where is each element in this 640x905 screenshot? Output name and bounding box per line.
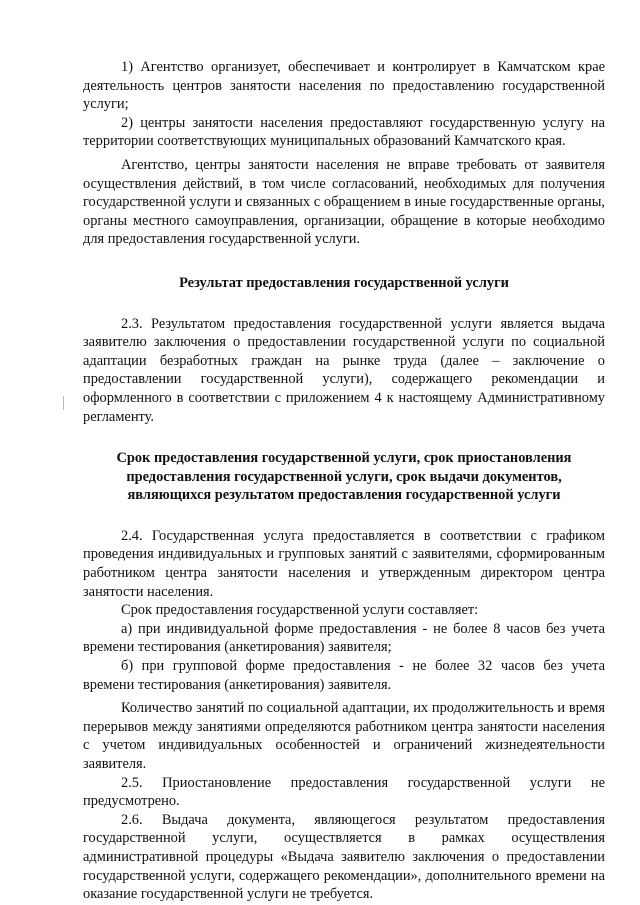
list-item-agency-role: 1) Агентство организует, обеспечивает и контролирует в Камчатском крае деятельность центров занятости населения по предоставлению государственной услуги;: [83, 59, 605, 113]
list-item-individual-form: а) при индивидуальной форме предоставления - не более 8 часов без учета времени тестирования (анкетирования) заявителя;: [83, 620, 605, 656]
section-heading-term: Срок предоставления государственной услуги, срок приостановления предоставления государственной услуги, срок выдачи документов, являющихся результатом предоставления государственной услуги: [116, 450, 572, 504]
paragraph-2-4: 2.4. Государственная услуга предоставляется в соответствии с графиком проведения индивидуальных и групповых занятий с заявителями, сформированным работником центра занятости населения и утвержденным директором центра занятости населения.: [83, 527, 605, 600]
list-item-group-form: б) при групповой форме предоставления - не более 32 часов без учета времени тестирования (анкетирования) заявителя.: [83, 658, 605, 693]
paragraph-2-6: 2.6. Выдача документа, являющегося результатом предоставления государственной услуги, осуществляется в рамках осуществления административной процедуры «Выдача заявителю заключения о предоставлении государственной услуги, содержащего рекомендации», дополнительного времени на оказание государственной услуги не требуется.: [83, 811, 605, 903]
list-item-employment-centers-role: 2) центры занятости населения предоставляют государственную услугу на территории соответствующих муниципальных образований Камчатского края.: [83, 114, 605, 150]
document-page: [83, 58, 605, 904]
paragraph-term-intro: Срок предоставления государственной услуги составляет:: [121, 602, 479, 619]
scan-artifact: [63, 396, 64, 410]
section-heading-result: Результат предоставления государственной услуги: [179, 274, 509, 291]
paragraph-restrictions: Агентство, центры занятости населения не вправе требовать от заявителя осуществления действий, в том числе согласований, необходимых для получения государственной услуги и связанных с обращением в иные государственные органы, органы местного самоуправления, организации, обращение в которые необходимо для предоставления государственной услуги.: [83, 156, 605, 248]
paragraph-sessions: Количество занятий по социальной адаптации, их продолжительность и время перерывов между занятиями определяются работником центра занятости населения с учетом индивидуальных особенностей и ограничений жизнедеятельности заявителя.: [83, 700, 605, 772]
paragraph-2-5: 2.5. Приостановление предоставления государственной услуги не предусмотрено.: [83, 774, 605, 810]
paragraph-2-3: 2.3. Результатом предоставления государственной услуги является выдача заявителю заключения о предоставлении государственной услуги по социальной адаптации безработных граждан на рынке труда (далее – заключение о предоставлении государственной услуги), содержащего рекомендации и оформленного в соответствии с приложением 4 к настоящему Административному регламенту.: [83, 315, 605, 425]
